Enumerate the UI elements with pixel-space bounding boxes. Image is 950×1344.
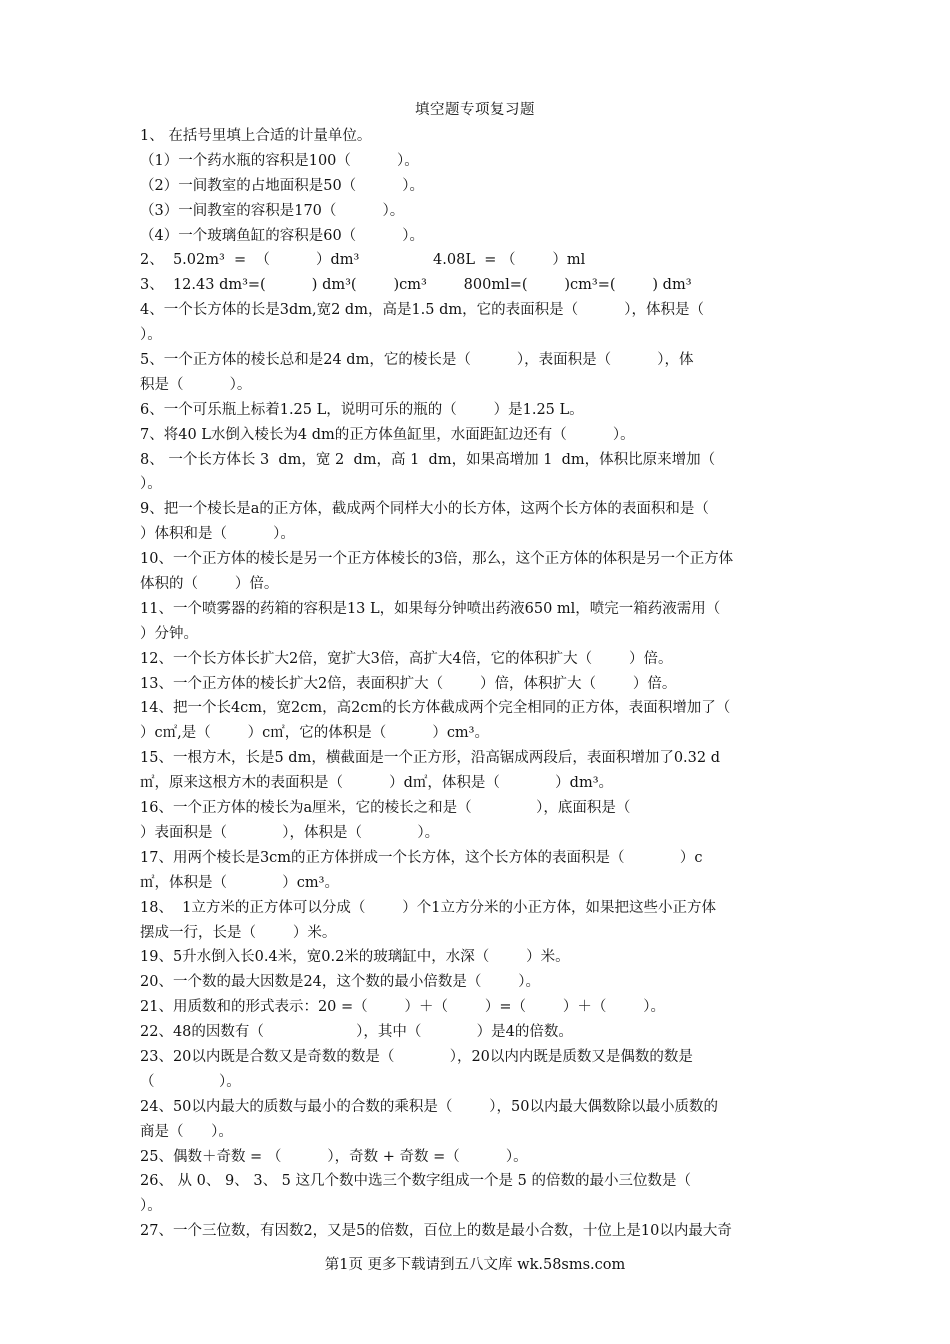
text-line: 13、一个正方体的棱长扩大2倍，表面积扩大（ ）倍，体积扩大（ ）倍。 xyxy=(140,675,677,692)
text-line: （ ）。 xyxy=(140,1073,241,1090)
text-line: 1、 在括号里填上合适的计量单位。 xyxy=(140,128,372,144)
page-footer: 第1页 更多下载请到五八文库 wk.58sms.com xyxy=(324,1257,626,1273)
text-line: ）表面积是（ ），体积是（ ）。 xyxy=(140,824,440,841)
text-line: 15、一根方木，长是5 dm，横截面是一个正方形，沿高锯成两段后，表面积增加了0.32 d xyxy=(140,750,720,767)
text-line: ）分钟。 xyxy=(140,625,198,642)
text-line: 27、一个三位数，有因数2，又是5的倍数，百位上的数是最小合数，十位上是10以内最大奇 xyxy=(140,1223,732,1240)
text-line: 23、20以内既是合数又是奇数的数是（ ），20以内内既是质数又是偶数的数是 xyxy=(140,1048,693,1065)
text-line: 16、一个正方体的棱长为a厘米，它的棱长之和是（ ），底面积是（ xyxy=(140,800,631,817)
text-line: ）体积和是（ ）。 xyxy=(140,526,295,543)
page-title: 填空题专项复习题 xyxy=(415,102,535,118)
text-line: 6、一个可乐瓶上标着1.25 L，说明可乐的瓶的（ ）是1.25 L。 xyxy=(140,401,584,418)
text-line: （2）一间教室的占地面积是50（ ）。 xyxy=(140,177,425,194)
text-line: （1）一个药水瓶的容积是100（ ）。 xyxy=(140,152,419,169)
text-line: 20、一个数的最大因数是24，这个数的最小倍数是（ ）。 xyxy=(140,974,541,991)
text-line: 摆成一行，长是（ ）米。 xyxy=(140,924,337,941)
text-line: ㎡，原来这根方木的表面积是（ ）d㎡，体积是（ ）dm³。 xyxy=(140,775,614,792)
text-line: 体积的（ ）倍。 xyxy=(140,576,279,593)
text-line: 7、将40 L水倒入棱长为4 dm的正方体鱼缸里，水面距缸边还有（ ）。 xyxy=(140,426,635,443)
text-line: ㎡，体积是（ ）cm³。 xyxy=(140,874,339,891)
text-line: 21、用质数和的形式表示：20 =（ ）＋（ ）=（ ）＋（ ）。 xyxy=(140,999,666,1016)
text-line: 17、用两个棱长是3cm的正方体拼成一个长方体，这个长方体的表面积是（ ）c xyxy=(140,849,703,866)
text-line: （4）一个玻璃鱼缸的容积是60（ ）。 xyxy=(140,227,425,244)
text-line: ）。 xyxy=(140,327,162,344)
text-line: 26、 从 0、 9、 3、 5 这几个数中选三个数字组成一个是 5 的倍数的最小三位数是（ xyxy=(140,1173,691,1190)
text-line: 10、一个正方体的棱长是另一个正方体棱长的3倍，那么，这个正方体的体积是另一个正方体 xyxy=(140,551,734,568)
exercise-body xyxy=(140,124,822,1244)
text-line: 19、5升水倒入长0.4米，宽0.2米的玻璃缸中，水深（ ）米。 xyxy=(140,949,570,966)
text-line: 2、 5.02m³ = （ ）dm³ 4.08L = （ ）ml xyxy=(140,252,586,269)
text-line: 25、偶数＋奇数 = （ ），奇数 + 奇数 =（ ）。 xyxy=(140,1148,528,1165)
text-line: 12、一个长方体长扩大2倍，宽扩大3倍，高扩大4倍，它的体积扩大（ ）倍。 xyxy=(140,650,673,667)
text-line: 商是（ ）。 xyxy=(140,1123,233,1140)
text-line: ）c㎡,是（ ）c㎡，它的体积是（ ）cm³。 xyxy=(140,725,489,742)
text-line: （3）一间教室的容积是170（ ）。 xyxy=(140,202,405,219)
text-line: ）。 xyxy=(140,476,162,493)
text-line: 11、一个喷雾器的药箱的容积是13 L，如果每分钟喷出药液650 ml，喷完一箱药液需用（ xyxy=(140,600,721,617)
text-line: 8、 一个长方体长 3 dm，宽 2 dm，高 1 dm，如果高增加 1 dm，体积比原来增加（ xyxy=(140,451,716,468)
text-line: 积是（ ）。 xyxy=(140,376,252,393)
text-line: 22、48的因数有（ ），其中（ ）是4的倍数。 xyxy=(140,1024,573,1041)
text-line: 9、把一个棱长是a的正方体，截成两个同样大小的长方体，这两个长方体的表面积和是（ xyxy=(140,501,709,518)
text-line: 24、50以内最大的质数与最小的合数的乘积是（ ），50以内最大偶数除以最小质数的 xyxy=(140,1098,718,1115)
text-line: 5、一个正方体的棱长总和是24 dm，它的棱长是（ ），表面积是（ ），体 xyxy=(140,352,694,369)
text-line: 14、把一个长4cm，宽2cm，高2cm的长方体截成两个完全相同的正方体，表面积增加了（ xyxy=(140,700,731,717)
text-line: 3、 12.43 dm³=( ) dm³( )cm³ 800ml=( )cm³=( ) dm³ xyxy=(140,277,692,294)
text-line: 18、 1立方米的正方体可以分成（ ）个1立方分米的小正方体，如果把这些小正方体 xyxy=(140,899,716,916)
text-line: ）。 xyxy=(140,1198,162,1215)
text-line: 4、一个长方体的长是3dm,宽2 dm，高是1.5 dm，它的表面积是（ ），体积是（ xyxy=(140,302,704,319)
